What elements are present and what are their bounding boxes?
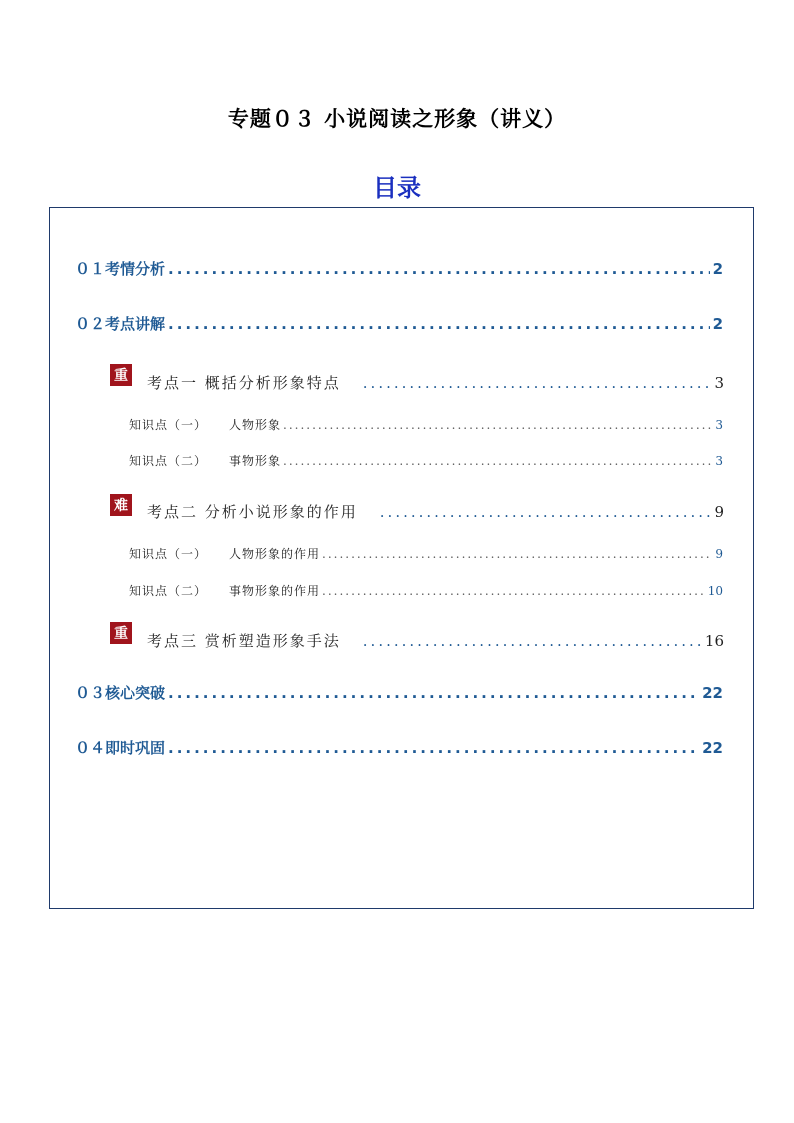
toc-entry-kaodian-1-zhishi-2[interactable] (129, 452, 723, 469)
toc-leader-dots (168, 684, 699, 702)
toc-entry-kaodian-2-zhishi-1[interactable] (129, 545, 723, 562)
toc-entry-page: 22 (702, 684, 723, 702)
toc-entry-label: 事物形象的作用 (229, 584, 321, 598)
toc-leader-dots (322, 547, 712, 561)
toc-entry-label: 事物形象 (229, 454, 282, 468)
toc-entry-kaodian-1[interactable] (147, 372, 724, 393)
toc-heading: 目录 (373, 174, 421, 202)
nan-badge: 难 (110, 494, 132, 516)
toc-entry-page: 16 (704, 632, 724, 650)
toc-entry-page: 9 (715, 547, 723, 561)
toc-leader-dots (283, 454, 712, 468)
toc-leader-dots (168, 739, 699, 757)
toc-entry-page: 3 (715, 454, 723, 468)
toc-entry-label: ０１考情分析 (75, 260, 166, 278)
toc-leader-dots (283, 418, 712, 432)
toc-entry-page: 2 (712, 260, 723, 278)
toc-entry-page: 10 (707, 584, 723, 598)
toc-entry-label: ０４即时巩固 (75, 739, 166, 757)
toc-entry-kaoqing[interactable] (75, 258, 723, 279)
toc-entry-label: 人物形象 (229, 418, 282, 432)
toc-entry-page: 3 (715, 418, 723, 432)
zhong-badge: 重 (110, 364, 132, 386)
toc-leader-dots (168, 315, 710, 333)
toc-entry-prefix: 知识点（二） (129, 454, 208, 468)
toc-entry-kaodian-2[interactable] (147, 501, 724, 522)
toc-leader-dots (168, 260, 710, 278)
toc-entry-prefix: 知识点（二） (129, 584, 208, 598)
toc-entry-prefix: 知识点（一） (129, 547, 208, 561)
toc-entry-jishi[interactable] (75, 737, 723, 758)
toc-entry-page: 22 (702, 739, 723, 757)
toc-entry-hexin[interactable] (75, 682, 723, 703)
toc-entry-label: ０２考点讲解 (75, 315, 166, 333)
toc-entry-kaodian-1-zhishi-1[interactable] (129, 416, 723, 433)
toc-entry-kaodian-2-zhishi-2[interactable] (129, 582, 723, 599)
toc-entry-kaodian[interactable] (75, 313, 723, 334)
zhong-badge: 重 (110, 622, 132, 644)
toc-entry-label: 考点一 概括分析形象特点 (147, 374, 341, 392)
toc-entry-page: 2 (712, 315, 723, 333)
toc-leader-dots (363, 374, 712, 392)
toc-entry-page: 3 (714, 374, 724, 392)
toc-entry-label: 人物形象的作用 (229, 547, 321, 561)
toc-leader-dots (380, 503, 712, 521)
toc-entry-kaodian-3[interactable] (147, 630, 724, 651)
toc-entry-prefix: 知识点（一） (129, 418, 208, 432)
document-title: 专题０３ 小说阅读之形象（讲义） (227, 107, 567, 131)
toc-entry-label: ０３核心突破 (75, 684, 166, 702)
toc-entry-label: 考点三 赏析塑造形象手法 (147, 632, 341, 650)
toc-entry-label: 考点二 分析小说形象的作用 (147, 503, 358, 521)
toc-leader-dots (363, 632, 702, 650)
toc-leader-dots (322, 584, 705, 598)
toc-entry-page: 9 (714, 503, 724, 521)
